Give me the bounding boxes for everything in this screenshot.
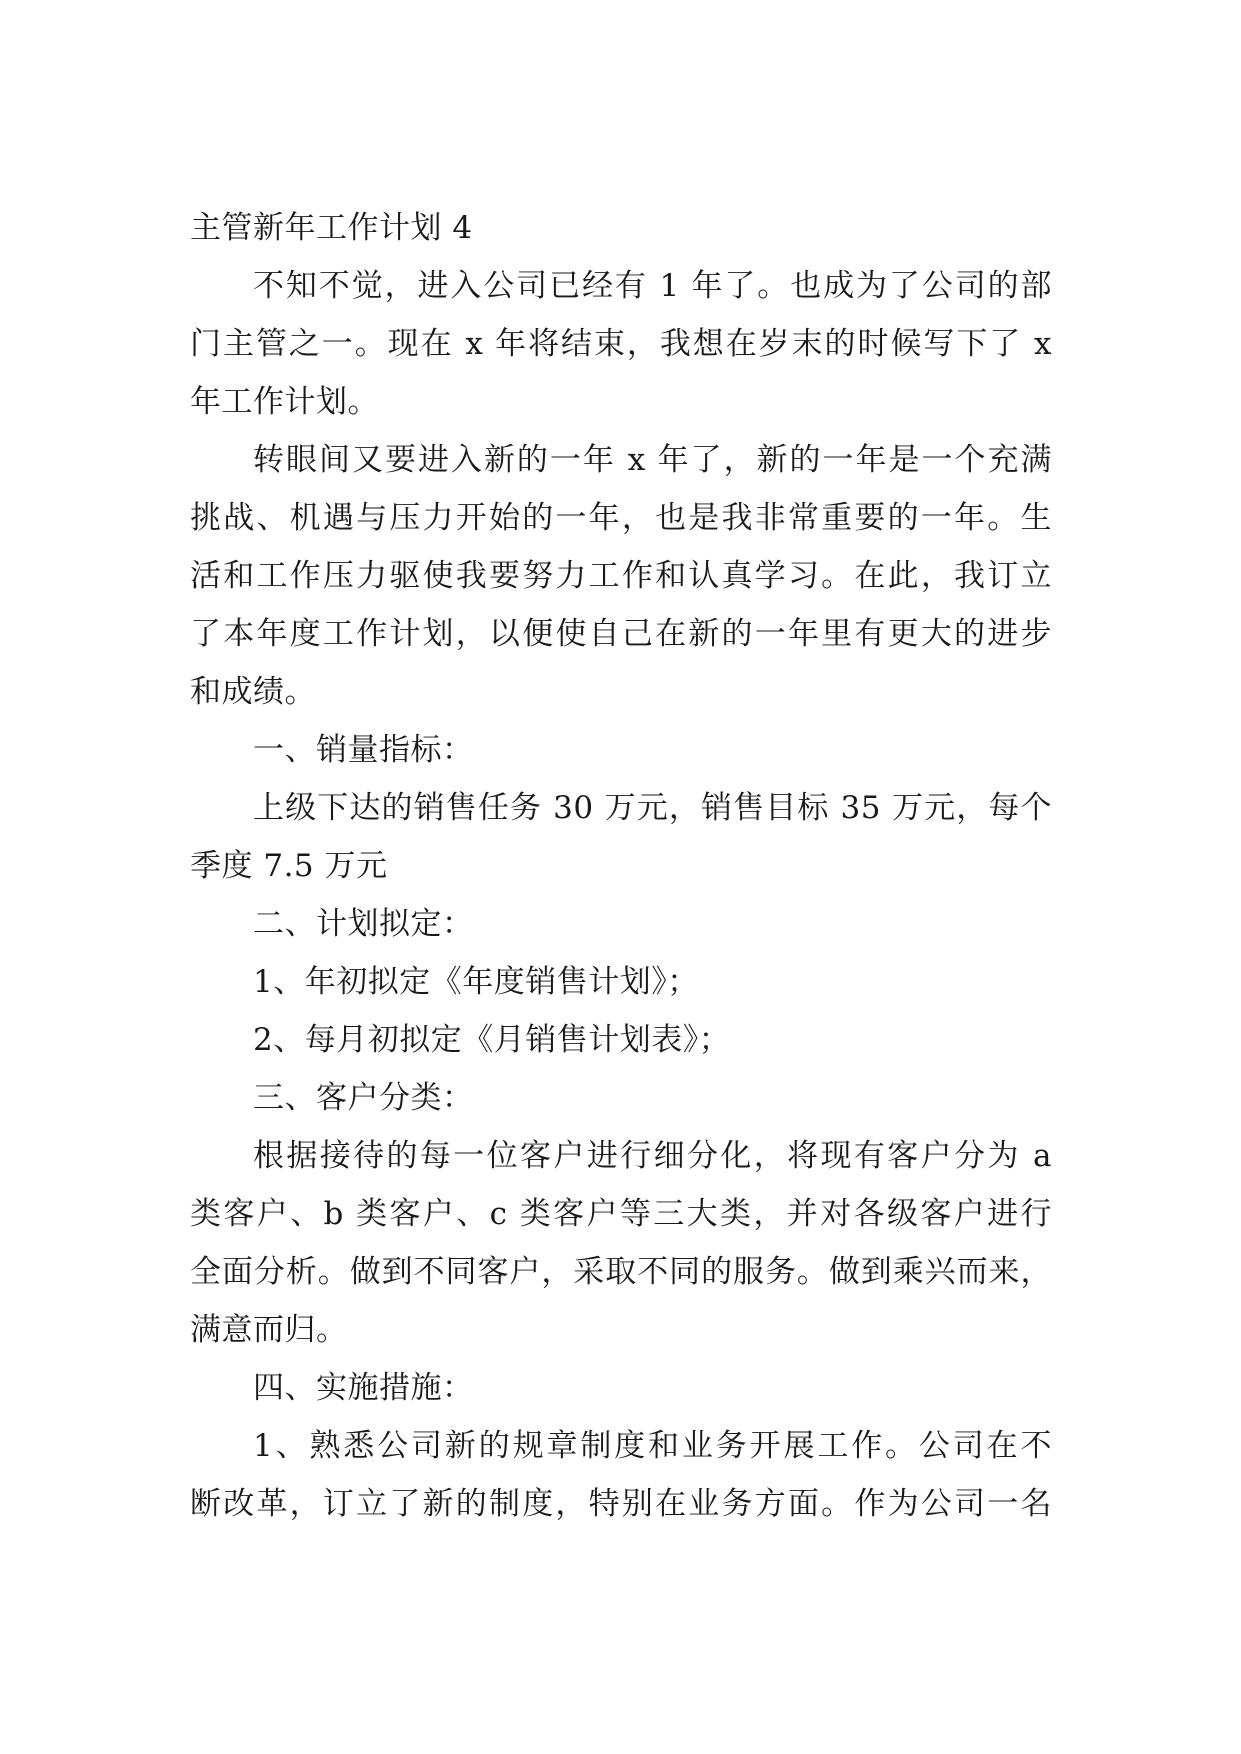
section-heading-measures: 四、实施措施： [253, 1370, 474, 1406]
measures-line-1: 1、熟悉公司新的规章制度和业务开展工作。公司在不 [253, 1428, 1052, 1464]
customer-line-2: 类客户、b 类客户、c 类客户等三大类，并对各级客户进行 [190, 1196, 1052, 1232]
section-heading-customer-classification: 三、客户分类： [253, 1080, 474, 1116]
paragraph-2-line-3: 活和工作压力驱使我要努力工作和认真学习。在此，我订立 [190, 558, 1052, 594]
document-title: 主管新年工作计划 4 [190, 210, 473, 246]
paragraph-2-line-2: 挑战、机遇与压力开始的一年，也是我非常重要的一年。生 [190, 500, 1052, 536]
section-heading-sales-target: 一、销量指标： [253, 732, 474, 768]
sales-target-line-2: 季度 7.5 万元 [190, 848, 388, 884]
paragraph-2-line-4: 了本年度工作计划，以便使自己在新的一年里有更大的进步 [190, 616, 1052, 652]
paragraph-2-line-5: 和成绩。 [190, 674, 316, 710]
paragraph-2-line-1: 转眼间又要进入新的一年 x 年了，新的一年是一个充满 [253, 442, 1052, 478]
measures-line-2: 断改革，订立了新的制度，特别在业务方面。作为公司一名 [190, 1486, 1052, 1522]
section-heading-plan: 二、计划拟定： [253, 906, 474, 942]
sales-target-line-1: 上级下达的销售任务 30 万元，销售目标 35 万元，每个 [253, 790, 1052, 826]
paragraph-1-line-3: 年工作计划。 [190, 384, 379, 420]
plan-item-2: 2、每月初拟定《月销售计划表》； [253, 1022, 731, 1058]
customer-line-4: 满意而归。 [190, 1312, 348, 1348]
paragraph-1-line-1: 不知不觉，进入公司已经有 1 年了。也成为了公司的部 [253, 268, 1052, 304]
customer-line-1: 根据接待的每一位客户进行细分化，将现有客户分为 a [253, 1138, 1052, 1174]
customer-line-3: 全面分析。做到不同客户，采取不同的服务。做到乘兴而来， [190, 1254, 1052, 1290]
paragraph-1-line-2: 门主管之一。现在 x 年将结束，我想在岁末的时候写下了 x [190, 326, 1052, 362]
plan-item-1: 1、年初拟定《年度销售计划》； [253, 964, 699, 1000]
